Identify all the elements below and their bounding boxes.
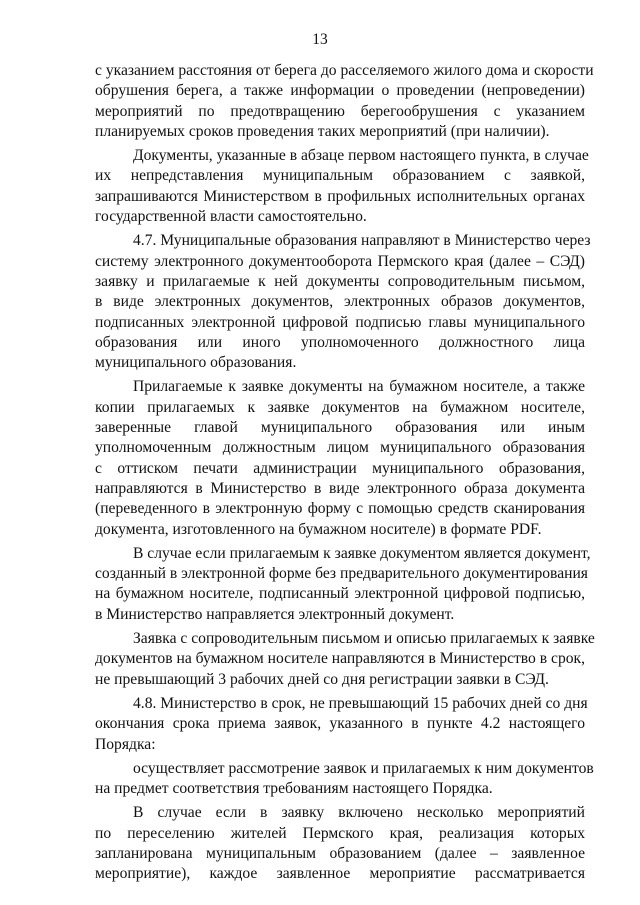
text-line: запланирована муниципальным образованием (далее – заявленное <box>95 844 585 862</box>
paragraph <box>95 61 594 142</box>
paragraph <box>95 629 595 690</box>
text-line: в Министерство направляется электронный документ. <box>95 605 455 623</box>
paragraph <box>95 803 585 884</box>
text-line: систему электронного документооборота Пермского края (далее – СЭД) <box>95 252 585 270</box>
text-line: созданный в электронной форме без предварительного документирования <box>95 565 588 583</box>
paragraph <box>95 544 591 625</box>
text-line: документов на бумажном носителе направляются в Министерство в срок, <box>95 650 586 668</box>
text-line: мероприятие), каждое заявленное мероприятие рассматривается <box>95 865 585 883</box>
text-line: Документы, указанные в абзаце первом настоящего пункта, в случае <box>133 147 589 165</box>
text-line: обрушения берега, а также информации о проведении (непроведении) <box>95 82 585 100</box>
text-line: в виде электронных документов, электронных образов документов, <box>95 293 585 311</box>
text-line: подписанных электронной цифровой подписью главы муниципального <box>95 313 585 331</box>
text-line: муниципального образования. <box>95 354 297 372</box>
paragraph <box>95 377 585 539</box>
text-line: В случае если в заявку включено несколько мероприятий <box>133 804 585 822</box>
paragraph <box>95 146 589 227</box>
text-line: 4.7. Муниципальные образования направляют в Министерство через <box>133 232 591 250</box>
text-line: уполномоченным должностным лицом муниципального образования <box>95 439 585 457</box>
text-line: окончания срока приема заявок, указанного в пункте 4.2 настоящего <box>95 715 585 733</box>
paragraph <box>95 231 591 373</box>
text-line: их непредставления муниципальным образованием с заявкой, <box>95 167 585 185</box>
document-body <box>95 61 595 885</box>
text-line: на бумажном носителе, подписанный электронной цифровой подписью, <box>95 585 585 603</box>
text-line: (переведенного в электронную форму с помощью средств сканирования <box>95 500 585 518</box>
text-line: не превышающий 3 рабочих дней со дня регистрации заявки в СЭД. <box>95 670 549 688</box>
text-line: В случае если прилагаемым к заявке документом является документ, <box>133 544 591 562</box>
paragraph <box>95 759 594 800</box>
text-line: государственной власти самостоятельно. <box>95 208 367 226</box>
text-line: по переселению жителей Пермского края, реализация которых <box>95 824 585 842</box>
text-line: осуществляет рассмотрение заявок и прилагаемых к ним документов <box>133 759 594 777</box>
text-line: копии прилагаемых к заявке документов на бумажном носителе, <box>95 398 585 416</box>
text-line: планируемых сроков проведения таких мероприятий (при наличии). <box>95 122 550 140</box>
text-line: Порядка: <box>95 735 156 753</box>
text-line: с указанием расстояния от берега до расселяемого жилого дома и скорости <box>95 62 594 79</box>
text-line: направляются в Министерство в виде электронного образа документа <box>95 479 585 497</box>
text-line: мероприятий по предотвращению берегообрушения с указанием <box>95 102 585 120</box>
text-line: с оттиском печати администрации муниципального образования, <box>95 459 585 477</box>
text-line: Прилагаемые к заявке документы на бумажном носителе, а также <box>133 378 585 396</box>
text-line: заверенные главой муниципального образования или иным <box>95 419 585 437</box>
text-line: документа, изготовленного на бумажном носителе) в формате PDF. <box>95 520 542 538</box>
page-number: 13 <box>312 31 328 48</box>
text-line: Заявка с сопроводительным письмом и описью прилагаемых к заявке <box>133 630 595 648</box>
text-line: на предмет соответствия требованиям настоящего Порядка. <box>95 780 493 798</box>
text-line: 4.8. Министерство в срок, не превышающий 15 рабочих дней со дня <box>133 694 588 712</box>
text-line: заявку и прилагаемые к ней документы сопроводительным письмом, <box>95 272 585 290</box>
text-line: запрашиваются Министерством в профильных исполнительных органах <box>95 187 585 205</box>
text-line: образования или иного уполномоченного должностного лица <box>95 333 585 351</box>
paragraph <box>95 694 588 755</box>
